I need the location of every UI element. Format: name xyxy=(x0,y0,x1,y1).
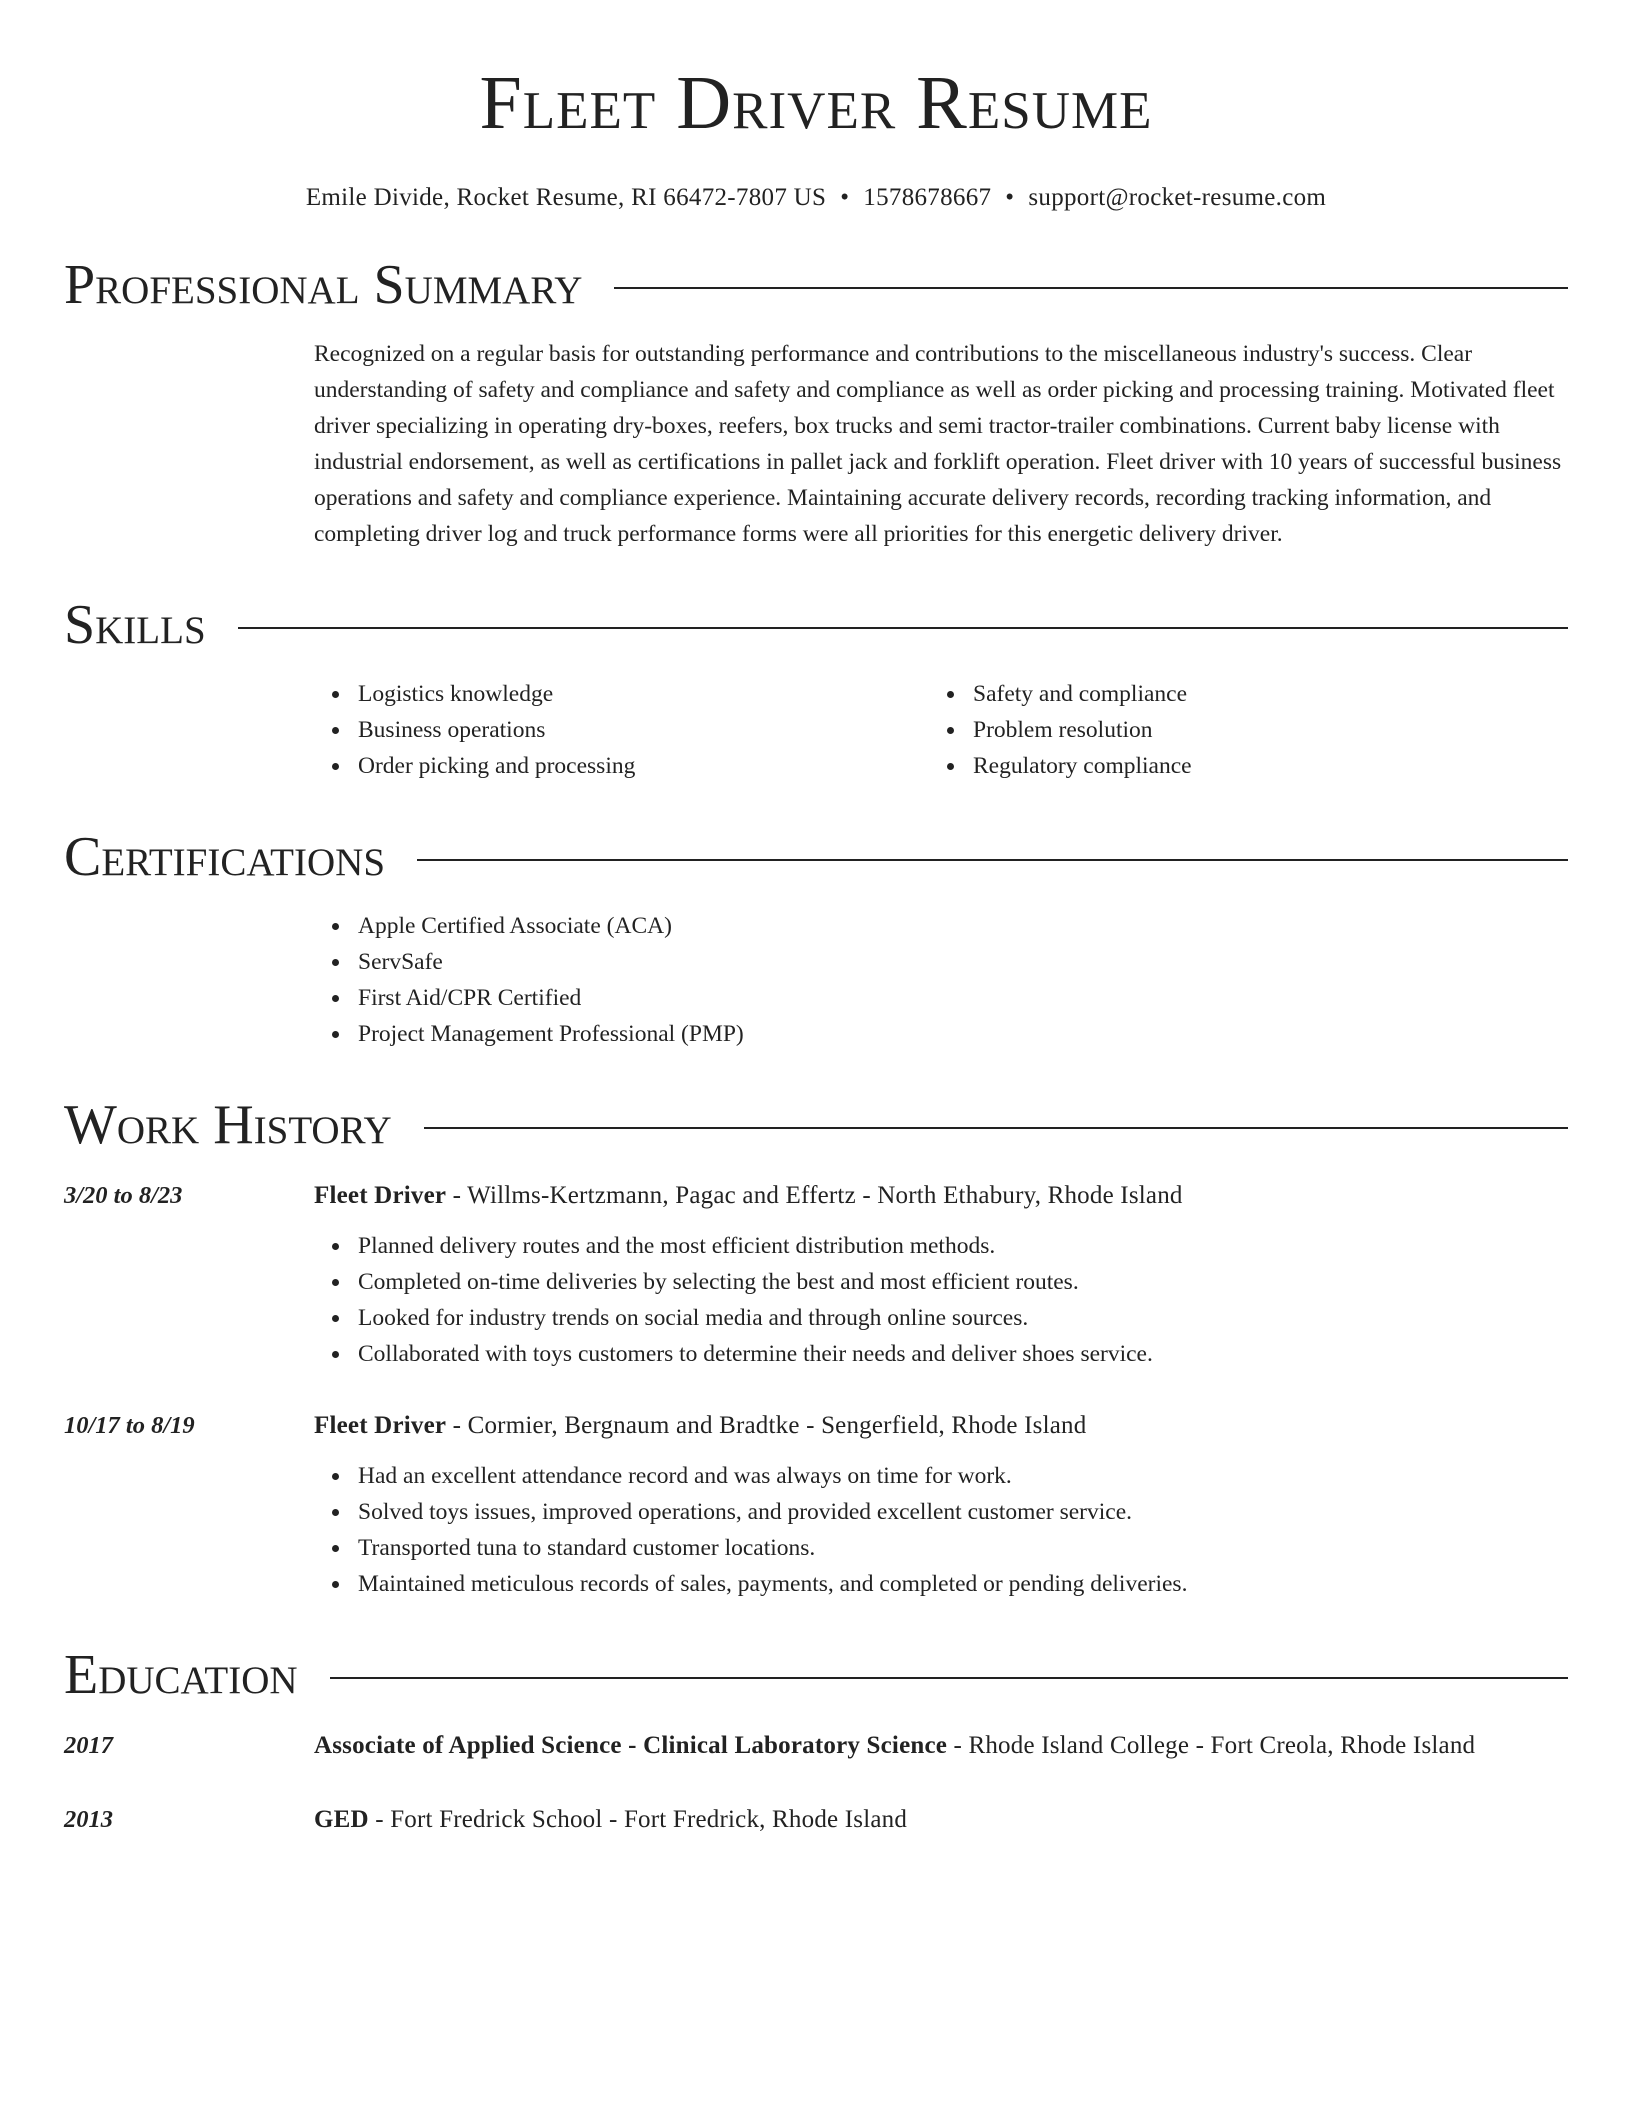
section-divider xyxy=(417,859,1568,861)
job-dates: 10/17 to 8/19 xyxy=(64,1412,195,1439)
job-bullet: Completed on-time deliveries by selecting the best and most efficient routes. xyxy=(358,1264,1568,1300)
job-bullet: Solved toys issues, improved operations, and provided excellent customer service. xyxy=(358,1494,1568,1530)
skill-item: Order picking and processing xyxy=(358,748,929,784)
education-school: - Rhode Island College - Fort Creola, Rhode Island xyxy=(947,1732,1476,1759)
skill-item: Business operations xyxy=(358,712,929,748)
education-entry xyxy=(64,1800,1568,1840)
job-bullet: Maintained meticulous records of sales, payments, and completed or pending deliveries. xyxy=(358,1566,1568,1602)
summary-text: Recognized on a regular basis for outstanding performance and contributions to the miscellaneous industry's success. Clear understanding of safety and compliance and safety and compliance as well as order picking and processing training. Motivated fleet driver specializing in operating dry-boxes, reefers, box trucks and semi tractor-trailer combinations. Current baby license with industrial endorsement, as well as certifications in pallet jack and forklift operation. Fleet driver with 10 years of successful business operations and safety and compliance experience. Maintaining accurate delivery records, recording tracking information, and completing driver log and truck performance forms were all priorities for this energetic delivery driver. xyxy=(314,341,1562,547)
contact-phone: 1578678667 xyxy=(863,184,992,211)
certification-item: First Aid/CPR Certified xyxy=(358,980,1568,1016)
work-heading: Work History xyxy=(64,1094,392,1156)
contact-separator: • xyxy=(840,184,850,211)
job-bullet: Planned delivery routes and the most efficient distribution methods. xyxy=(358,1228,1568,1264)
skills-heading: Skills xyxy=(64,594,206,656)
skill-item: Regulatory compliance xyxy=(973,748,1544,784)
education-section-header xyxy=(64,1642,1568,1708)
job-employer: - Cormier, Bergnaum and Bradtke - Sengerfield, Rhode Island xyxy=(446,1412,1087,1439)
certification-item: ServSafe xyxy=(358,944,1568,980)
contact-separator: • xyxy=(1005,184,1015,211)
education-entry xyxy=(64,1726,1568,1766)
work-section-header xyxy=(64,1092,1568,1158)
skills-column-left xyxy=(314,676,929,784)
job-bullet: Transported tuna to standard customer locations. xyxy=(358,1530,1568,1566)
contact-address: Emile Divide, Rocket Resume, RI 66472-7807 US xyxy=(305,184,827,211)
contact-line xyxy=(64,184,1568,212)
education-heading: Education xyxy=(64,1644,298,1706)
contact-email: support@rocket-resume.com xyxy=(1028,184,1327,211)
job-entry xyxy=(64,1176,1568,1372)
section-divider xyxy=(238,627,1568,629)
education-degree: Associate of Applied Science - Clinical Laboratory Science xyxy=(314,1732,948,1759)
job-body xyxy=(314,1406,1568,1602)
job-employer: - Willms-Kertzmann, Pagac and Effertz - North Ethabury, Rhode Island xyxy=(446,1182,1183,1209)
certifications-heading: Certifications xyxy=(64,826,386,888)
job-bullet: Looked for industry trends on social media and through online sources. xyxy=(358,1300,1568,1336)
job-bullet: Collaborated with toys customers to determine their needs and deliver shoes service. xyxy=(358,1336,1568,1372)
education-body xyxy=(314,1800,1568,1840)
job-heading xyxy=(314,1406,1568,1446)
education-heading-line xyxy=(314,1726,1568,1766)
job-body xyxy=(314,1176,1568,1372)
skills-section-header xyxy=(64,592,1568,658)
certifications-list xyxy=(314,908,1568,1052)
summary-heading: Professional Summary xyxy=(64,254,583,316)
job-title: Fleet Driver xyxy=(314,1182,447,1209)
education-year: 2013 xyxy=(64,1806,113,1833)
job-bullet: Had an excellent attendance record and was always on time for work. xyxy=(358,1458,1568,1494)
job-title: Fleet Driver xyxy=(314,1412,447,1439)
job-entry xyxy=(64,1406,1568,1602)
resume-title: Fleet Driver Resume xyxy=(479,61,1153,145)
education-heading-line xyxy=(314,1800,1568,1840)
skills-list xyxy=(314,676,1568,784)
certifications-section-header xyxy=(64,824,1568,890)
skill-item: Safety and compliance xyxy=(973,676,1544,712)
education-body xyxy=(314,1726,1568,1766)
skill-item: Problem resolution xyxy=(973,712,1544,748)
job-heading xyxy=(314,1176,1568,1216)
section-divider xyxy=(424,1127,1568,1129)
section-divider xyxy=(614,287,1568,289)
education-degree: GED xyxy=(314,1806,369,1833)
job-dates: 3/20 to 8/23 xyxy=(64,1182,183,1209)
education-year: 2017 xyxy=(64,1732,113,1759)
skills-column-right xyxy=(929,676,1544,784)
certification-item: Project Management Professional (PMP) xyxy=(358,1016,1568,1052)
summary-section-header xyxy=(64,252,1568,318)
skill-item: Logistics knowledge xyxy=(358,676,929,712)
section-divider xyxy=(330,1677,1568,1679)
certification-item: Apple Certified Associate (ACA) xyxy=(358,908,1568,944)
education-school: - Fort Fredrick School - Fort Fredrick, Rhode Island xyxy=(368,1806,908,1833)
